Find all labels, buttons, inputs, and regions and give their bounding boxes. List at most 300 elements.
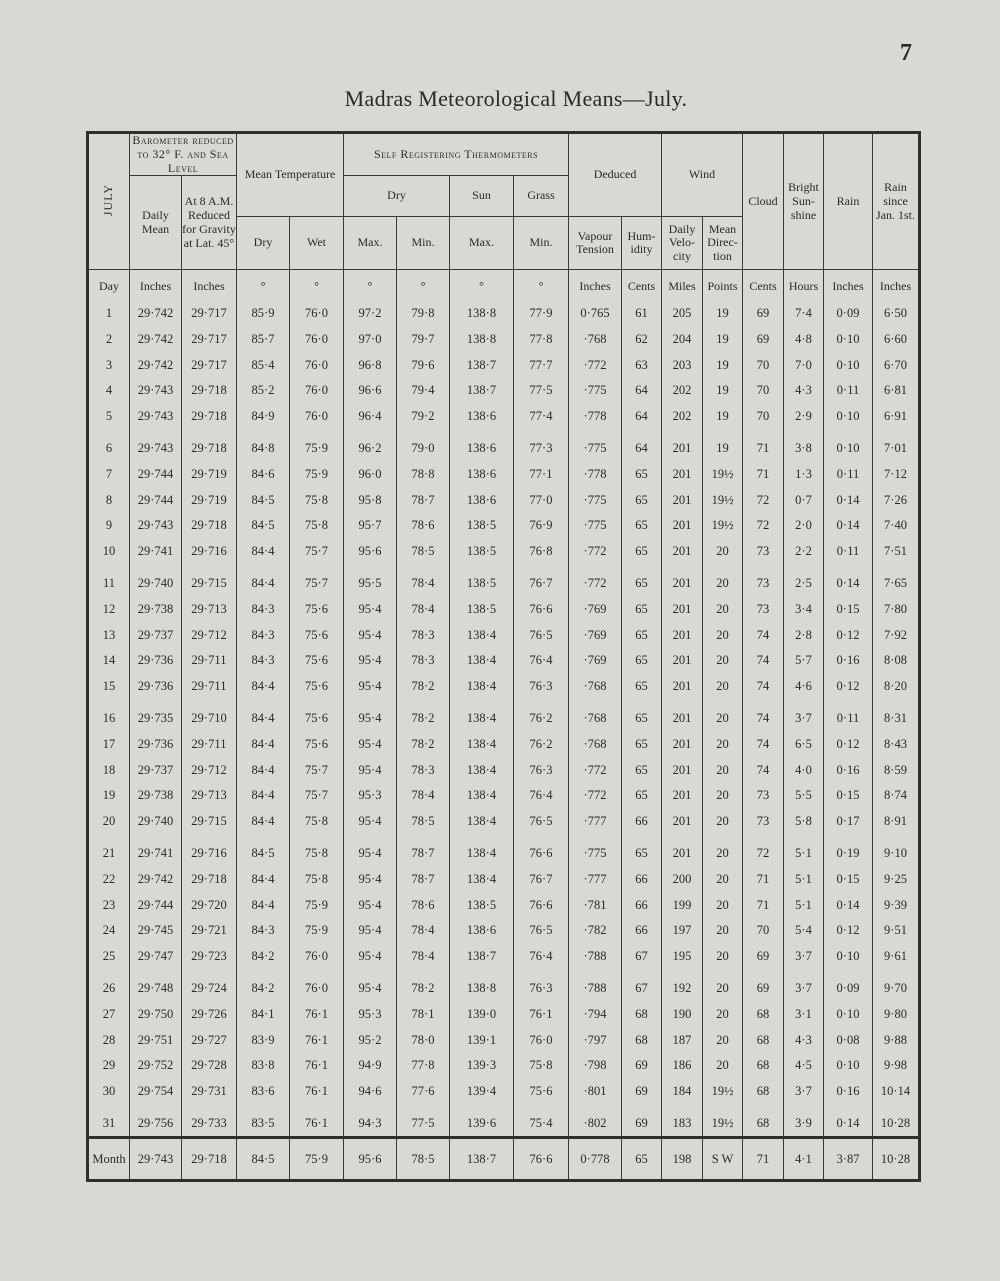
table-cell: 138·4 <box>450 866 514 892</box>
table-cell: 67 <box>622 944 662 970</box>
table-cell: 71 <box>743 892 784 918</box>
table-cell: 138·5 <box>450 513 514 539</box>
table-cell: 65 <box>622 731 662 757</box>
table-cell: 64 <box>622 404 662 430</box>
table-cell: 97·2 <box>344 300 397 326</box>
month-row <box>88 1138 920 1181</box>
table-cell: 201 <box>662 539 703 565</box>
table-cell: 84·4 <box>237 699 290 731</box>
month-cell: 29·718 <box>182 1138 237 1181</box>
table-row <box>88 1053 920 1079</box>
table-cell: 83·8 <box>237 1053 290 1079</box>
day-cell: 21 <box>88 834 130 866</box>
table-cell: 7·26 <box>873 487 920 513</box>
table-cell: ·777 <box>569 866 622 892</box>
table-cell: 201 <box>662 783 703 809</box>
table-cell: 97·0 <box>344 326 397 352</box>
table-cell: 201 <box>662 622 703 648</box>
table-cell: 73 <box>743 809 784 835</box>
table-cell: 76·3 <box>514 674 569 700</box>
day-cell: 2 <box>88 326 130 352</box>
table-cell: 0·14 <box>824 892 873 918</box>
table-cell: 84·4 <box>237 757 290 783</box>
table-cell: 29·736 <box>130 731 182 757</box>
table-cell: 138·6 <box>450 404 514 430</box>
table-cell: 29·754 <box>130 1079 182 1105</box>
table-cell: 0·16 <box>824 648 873 674</box>
table-cell: 2·8 <box>784 622 824 648</box>
table-cell: 29·712 <box>182 622 237 648</box>
table-cell: 0·11 <box>824 461 873 487</box>
unit-cell: Cents <box>743 270 784 301</box>
table-cell: 3·9 <box>784 1104 824 1137</box>
table-cell: 20 <box>703 892 743 918</box>
table-cell: 29·743 <box>130 429 182 461</box>
table-row <box>88 1104 920 1137</box>
day-cell: 7 <box>88 461 130 487</box>
month-cell: 65 <box>622 1138 662 1181</box>
table-row <box>88 404 920 430</box>
table-cell: 29·721 <box>182 918 237 944</box>
table-cell: 65 <box>622 622 662 648</box>
table-cell: 70 <box>743 352 784 378</box>
table-cell: 78·8 <box>397 461 450 487</box>
table-cell: 29·744 <box>130 487 182 513</box>
mean-direction-header: Mean Direc-tion <box>703 217 743 270</box>
table-cell: 139·4 <box>450 1079 514 1105</box>
table-cell: 85·7 <box>237 326 290 352</box>
table-cell: 2·0 <box>784 513 824 539</box>
table-cell: 65 <box>622 648 662 674</box>
table-cell: 65 <box>622 757 662 783</box>
table-cell: 65 <box>622 834 662 866</box>
table-cell: ·772 <box>569 539 622 565</box>
table-row <box>88 429 920 461</box>
table-cell: 29·744 <box>130 892 182 918</box>
table-cell: 76·5 <box>514 622 569 648</box>
table-cell: 84·4 <box>237 809 290 835</box>
table-cell: 3·7 <box>784 699 824 731</box>
table-cell: 65 <box>622 783 662 809</box>
day-cell: 23 <box>88 892 130 918</box>
table-cell: 29·750 <box>130 1001 182 1027</box>
table-cell: 76·0 <box>290 969 344 1001</box>
table-cell: 20 <box>703 757 743 783</box>
table-cell: 202 <box>662 378 703 404</box>
table-cell: 73 <box>743 564 784 596</box>
table-cell: 66 <box>622 892 662 918</box>
table-cell: 84·4 <box>237 564 290 596</box>
table-cell: 76·0 <box>290 404 344 430</box>
sun-max-header: Max. <box>450 217 514 270</box>
table-cell: 95·4 <box>344 731 397 757</box>
table-cell: 138·4 <box>450 622 514 648</box>
table-cell: 0·12 <box>824 731 873 757</box>
table-cell: 29·713 <box>182 783 237 809</box>
table-cell: 5·1 <box>784 834 824 866</box>
table-cell: 95·4 <box>344 892 397 918</box>
table-cell: 76·0 <box>514 1027 569 1053</box>
table-cell: 76·3 <box>514 757 569 783</box>
dry-max-header: Max. <box>344 217 397 270</box>
table-cell: 78·3 <box>397 648 450 674</box>
table-cell: 78·6 <box>397 892 450 918</box>
table-row <box>88 809 920 835</box>
table-cell: 0·12 <box>824 918 873 944</box>
table-cell: 138·5 <box>450 539 514 565</box>
day-cell: 19 <box>88 783 130 809</box>
table-cell: 0·15 <box>824 866 873 892</box>
table-cell: 95·8 <box>344 487 397 513</box>
day-cell: 22 <box>88 866 130 892</box>
day-cell: 3 <box>88 352 130 378</box>
unit-cell: Inches <box>569 270 622 301</box>
table-cell: 201 <box>662 513 703 539</box>
table-cell: 7·92 <box>873 622 920 648</box>
table-cell: 19 <box>703 300 743 326</box>
table-cell: 5·4 <box>784 918 824 944</box>
unit-cell: Cents <box>622 270 662 301</box>
table-cell: 201 <box>662 809 703 835</box>
table-cell: 72 <box>743 513 784 539</box>
table-cell: 20 <box>703 596 743 622</box>
table-cell: 78·4 <box>397 918 450 944</box>
table-cell: 76·0 <box>290 300 344 326</box>
day-cell: 15 <box>88 674 130 700</box>
unit-cell: Day <box>88 270 130 301</box>
table-cell: 70 <box>743 918 784 944</box>
day-cell: 14 <box>88 648 130 674</box>
table-cell: 201 <box>662 648 703 674</box>
table-cell: 65 <box>622 596 662 622</box>
table-cell: 6·91 <box>873 404 920 430</box>
table-row <box>88 918 920 944</box>
table-cell: 66 <box>622 866 662 892</box>
table-cell: 4·8 <box>784 326 824 352</box>
table-cell: 19 <box>703 326 743 352</box>
table-cell: 9·70 <box>873 969 920 1001</box>
table-cell: 20 <box>703 1001 743 1027</box>
unit-cell: Inches <box>182 270 237 301</box>
month-cell: 198 <box>662 1138 703 1181</box>
table-cell: 76·9 <box>514 513 569 539</box>
table-cell: 20 <box>703 944 743 970</box>
day-cell: 31 <box>88 1104 130 1137</box>
table-cell: 29·712 <box>182 757 237 783</box>
table-cell: 201 <box>662 429 703 461</box>
table-cell: 76·6 <box>514 892 569 918</box>
table-cell: 0·14 <box>824 1104 873 1137</box>
table-cell: 78·3 <box>397 622 450 648</box>
table-cell: 79·6 <box>397 352 450 378</box>
table-cell: 138·5 <box>450 892 514 918</box>
table-row <box>88 622 920 648</box>
table-cell: 77·8 <box>397 1053 450 1079</box>
table-cell: ·778 <box>569 461 622 487</box>
table-cell: 84·5 <box>237 834 290 866</box>
table-cell: 84·4 <box>237 783 290 809</box>
table-cell: ·778 <box>569 404 622 430</box>
table-cell: 5·1 <box>784 892 824 918</box>
table-cell: 75·6 <box>514 1079 569 1105</box>
table-cell: 29·715 <box>182 809 237 835</box>
table-cell: ·772 <box>569 564 622 596</box>
table-cell: 20 <box>703 1027 743 1053</box>
unit-cell: Inches <box>130 270 182 301</box>
table-cell: 5·1 <box>784 866 824 892</box>
table-cell: 79·7 <box>397 326 450 352</box>
table-cell: 19 <box>703 352 743 378</box>
table-cell: 29·716 <box>182 539 237 565</box>
table-row <box>88 378 920 404</box>
table-cell: 29·711 <box>182 731 237 757</box>
humidity-header: Hum-idity <box>622 217 662 270</box>
table-cell: 95·7 <box>344 513 397 539</box>
table-cell: 76·0 <box>290 326 344 352</box>
table-cell: 9·88 <box>873 1027 920 1053</box>
table-cell: 200 <box>662 866 703 892</box>
table-cell: 69 <box>622 1079 662 1105</box>
table-cell: 138·6 <box>450 429 514 461</box>
table-cell: 0·15 <box>824 783 873 809</box>
table-cell: 76·5 <box>514 809 569 835</box>
table-cell: 29·751 <box>130 1027 182 1053</box>
table-cell: 69 <box>743 969 784 1001</box>
table-cell: 205 <box>662 300 703 326</box>
table-cell: ·769 <box>569 622 622 648</box>
table-cell: 77·3 <box>514 429 569 461</box>
table-row <box>88 757 920 783</box>
table-cell: 72 <box>743 487 784 513</box>
table-row <box>88 564 920 596</box>
table-cell: 71 <box>743 461 784 487</box>
day-cell: 10 <box>88 539 130 565</box>
table-cell: 78·4 <box>397 944 450 970</box>
table-cell: 0·765 <box>569 300 622 326</box>
table-cell: 79·2 <box>397 404 450 430</box>
table-cell: ·769 <box>569 596 622 622</box>
table-cell: 0·09 <box>824 300 873 326</box>
table-cell: 29·717 <box>182 352 237 378</box>
table-cell: 138·5 <box>450 564 514 596</box>
table-cell: 8·59 <box>873 757 920 783</box>
table-row <box>88 648 920 674</box>
table-cell: 20 <box>703 622 743 648</box>
table-cell: 78·4 <box>397 564 450 596</box>
table-cell: 2·9 <box>784 404 824 430</box>
grass-header: Grass <box>514 176 569 217</box>
table-cell: 138·4 <box>450 648 514 674</box>
table-cell: 7·4 <box>784 300 824 326</box>
table-row <box>88 513 920 539</box>
table-cell: 72 <box>743 834 784 866</box>
table-cell: 84·4 <box>237 866 290 892</box>
table-cell: 75·9 <box>290 461 344 487</box>
table-cell: 139·0 <box>450 1001 514 1027</box>
table-cell: 20 <box>703 809 743 835</box>
table-cell: 79·8 <box>397 300 450 326</box>
table-cell: 9·10 <box>873 834 920 866</box>
day-cell: 8 <box>88 487 130 513</box>
table-cell: 0·10 <box>824 944 873 970</box>
table-cell: 20 <box>703 539 743 565</box>
unit-cell: ° <box>290 270 344 301</box>
table-cell: 139·1 <box>450 1027 514 1053</box>
table-cell: 79·0 <box>397 429 450 461</box>
table-cell: 0·10 <box>824 1053 873 1079</box>
table-cell: ·775 <box>569 834 622 866</box>
table-cell: 77·6 <box>397 1079 450 1105</box>
table-cell: 78·2 <box>397 969 450 1001</box>
table-cell: 76·2 <box>514 699 569 731</box>
unit-cell: ° <box>344 270 397 301</box>
table-cell: 85·9 <box>237 300 290 326</box>
table-cell: 138·5 <box>450 596 514 622</box>
table-cell: 138·4 <box>450 674 514 700</box>
table-cell: 68 <box>622 1001 662 1027</box>
table-cell: 76·0 <box>290 944 344 970</box>
table-cell: 0·15 <box>824 596 873 622</box>
deduced-header: Deduced <box>569 133 662 217</box>
table-cell: 0·16 <box>824 757 873 783</box>
table-cell: 95·4 <box>344 944 397 970</box>
table-cell: 3·1 <box>784 1001 824 1027</box>
page-title: Madras Meteorological Means—July. <box>344 86 688 111</box>
day-cell: 12 <box>88 596 130 622</box>
table-cell: ·775 <box>569 378 622 404</box>
table-cell: ·768 <box>569 674 622 700</box>
day-cell: 1 <box>88 300 130 326</box>
table-cell: 84·4 <box>237 731 290 757</box>
table-cell: 204 <box>662 326 703 352</box>
table-cell: 7·0 <box>784 352 824 378</box>
unit-cell: ° <box>397 270 450 301</box>
table-cell: 76·8 <box>514 539 569 565</box>
table-cell: 96·4 <box>344 404 397 430</box>
table-cell: 76·6 <box>514 834 569 866</box>
table-cell: 29·719 <box>182 487 237 513</box>
table-cell: 3·7 <box>784 969 824 1001</box>
table-cell: 84·3 <box>237 596 290 622</box>
table-cell: 7·65 <box>873 564 920 596</box>
table-cell: 29·715 <box>182 564 237 596</box>
table-cell: 3·8 <box>784 429 824 461</box>
table-cell: 65 <box>622 539 662 565</box>
table-cell: 78·7 <box>397 834 450 866</box>
table-cell: 69 <box>743 326 784 352</box>
table-cell: 8·74 <box>873 783 920 809</box>
table-cell: 78·7 <box>397 866 450 892</box>
table-cell: 84·9 <box>237 404 290 430</box>
table-cell: 75·7 <box>290 757 344 783</box>
table-cell: 19 <box>703 404 743 430</box>
table-cell: 29·726 <box>182 1001 237 1027</box>
table-cell: 68 <box>743 1027 784 1053</box>
table-cell: 29·738 <box>130 596 182 622</box>
table-cell: 95·4 <box>344 674 397 700</box>
july-header: JULY <box>88 133 130 270</box>
table-cell: 77·5 <box>397 1104 450 1137</box>
dry-min-header: Min. <box>397 217 450 270</box>
table-cell: 8·08 <box>873 648 920 674</box>
table-cell: 29·718 <box>182 404 237 430</box>
table-cell: 138·8 <box>450 326 514 352</box>
table-cell: 77·0 <box>514 487 569 513</box>
table-cell: 95·3 <box>344 1001 397 1027</box>
wet-header: Wet <box>290 217 344 270</box>
day-cell: 26 <box>88 969 130 1001</box>
table-cell: 78·6 <box>397 513 450 539</box>
table-cell: 84·1 <box>237 1001 290 1027</box>
table-cell: 75·7 <box>290 564 344 596</box>
table-cell: 20 <box>703 564 743 596</box>
table-row <box>88 1079 920 1105</box>
table-cell: 71 <box>743 429 784 461</box>
table-cell: 94·6 <box>344 1079 397 1105</box>
day-cell: 30 <box>88 1079 130 1105</box>
table-cell: 29·740 <box>130 809 182 835</box>
table-cell: 95·4 <box>344 648 397 674</box>
table-cell: 0·14 <box>824 487 873 513</box>
table-cell: 61 <box>622 300 662 326</box>
table-cell: 20 <box>703 918 743 944</box>
table-cell: 76·6 <box>514 596 569 622</box>
bright-sunshine-header: Bright Sun-shine <box>784 133 824 270</box>
table-cell: 78·2 <box>397 731 450 757</box>
meteorological-table <box>86 131 921 1182</box>
table-row <box>88 674 920 700</box>
barometer-header: Barometer reduced to 32° F. and Sea Level <box>130 133 237 176</box>
table-cell: 95·5 <box>344 564 397 596</box>
month-cell: 78·5 <box>397 1138 450 1181</box>
table-cell: 68 <box>743 1079 784 1105</box>
table-row <box>88 300 920 326</box>
table-cell: 84·2 <box>237 944 290 970</box>
table-cell: 78·1 <box>397 1001 450 1027</box>
table-cell: 29·718 <box>182 513 237 539</box>
table-cell: 96·8 <box>344 352 397 378</box>
table-cell: 20 <box>703 834 743 866</box>
table-cell: 78·2 <box>397 674 450 700</box>
table-row <box>88 1027 920 1053</box>
table-cell: 0·10 <box>824 352 873 378</box>
table-cell: 29·737 <box>130 622 182 648</box>
table-cell: 29·737 <box>130 757 182 783</box>
table-cell: 74 <box>743 622 784 648</box>
table-row <box>88 596 920 622</box>
table-cell: 76·5 <box>514 918 569 944</box>
table-cell: 0·11 <box>824 539 873 565</box>
table-cell: 0·16 <box>824 1079 873 1105</box>
table-row <box>88 326 920 352</box>
table-cell: 0·11 <box>824 378 873 404</box>
table-cell: 29·742 <box>130 866 182 892</box>
table-cell: 138·6 <box>450 461 514 487</box>
table-cell: 75·9 <box>290 918 344 944</box>
table-cell: 139·6 <box>450 1104 514 1137</box>
table-cell: 68 <box>743 1001 784 1027</box>
table-cell: 0·19 <box>824 834 873 866</box>
table-cell: 4·0 <box>784 757 824 783</box>
table-cell: 201 <box>662 699 703 731</box>
table-cell: 71 <box>743 866 784 892</box>
table-cell: ·797 <box>569 1027 622 1053</box>
mean-temperature-header: Mean Temperature <box>237 133 344 217</box>
table-cell: 5·8 <box>784 809 824 835</box>
table-cell: 201 <box>662 757 703 783</box>
table-cell: 65 <box>622 564 662 596</box>
table-cell: 76·1 <box>290 1104 344 1137</box>
